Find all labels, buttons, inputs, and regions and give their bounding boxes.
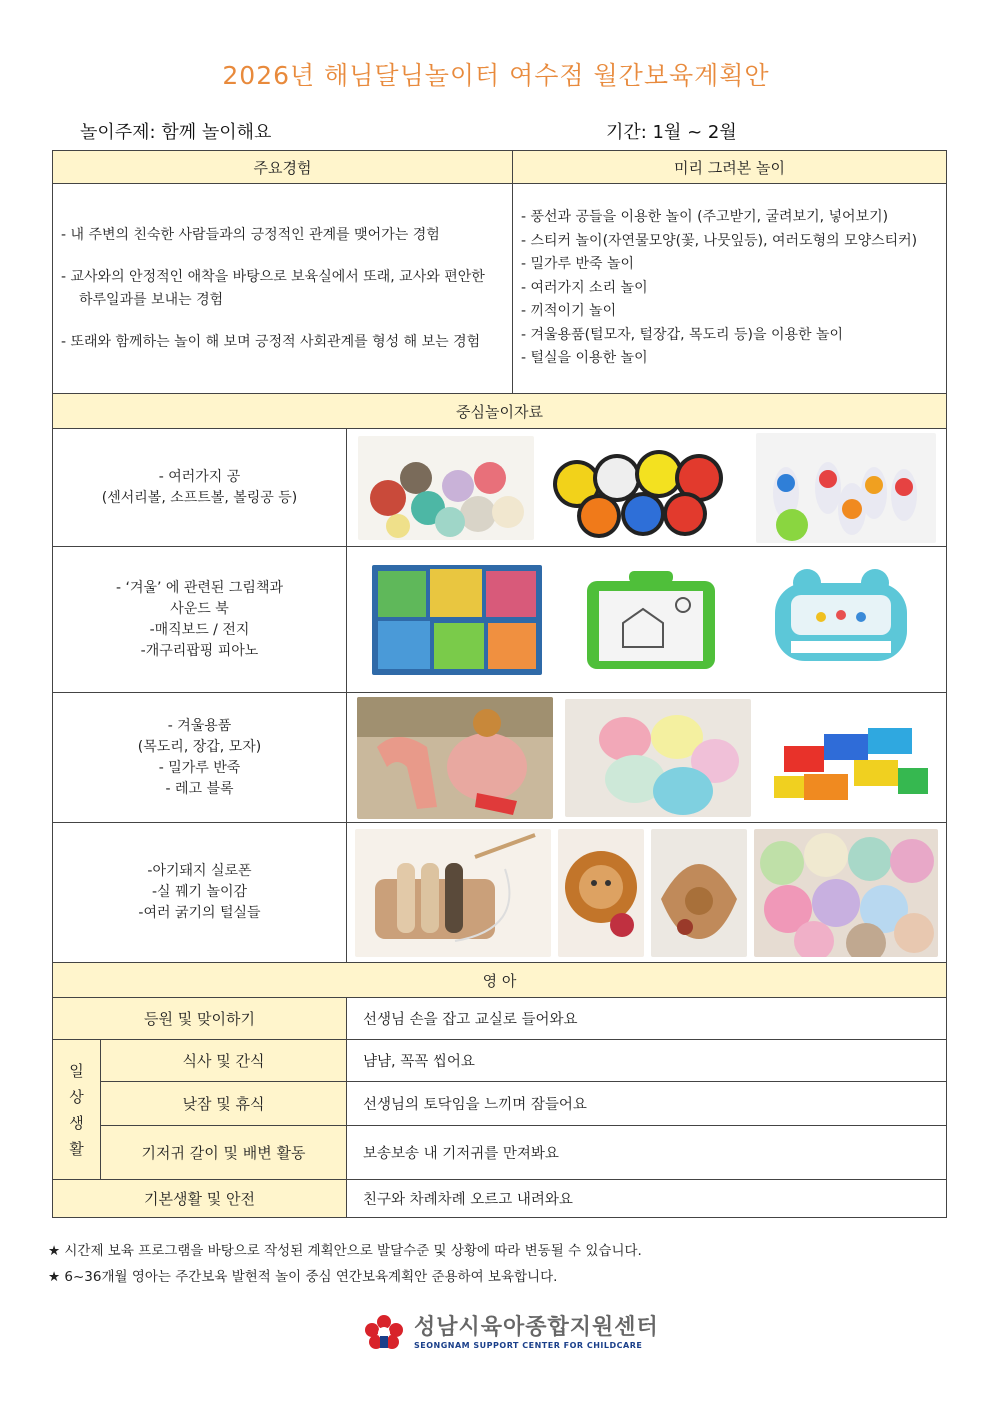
preplay-item: - 겨울용품(털모자, 털장갑, 목도리 등)을 이용한 놀이 (521, 326, 844, 343)
preplay-list (513, 206, 946, 371)
material-line: -아기돼지 실로폰 (147, 863, 252, 879)
magic-board-photo (583, 567, 719, 673)
material-line: - 레고 블록 (165, 780, 234, 797)
material-label (53, 547, 347, 693)
experience-item: - 또래와 함께하는 놀이 해 보며 긍정적 사회관계를 형성 해 보는 경험 (61, 333, 481, 350)
nap-text: 선생님의 토닥임을 느끼며 잠들어요 (347, 1082, 947, 1126)
preplay-item: - 여러가지 소리 놀이 (521, 279, 648, 296)
material-label (53, 823, 347, 963)
daily-life-char: 활 (69, 1139, 84, 1158)
meal-text: 냠냠, 꼭꼭 씹어요 (347, 1040, 947, 1082)
dough-photo (565, 699, 751, 817)
material-line: -매직보드 / 전지 (149, 621, 250, 638)
page-title: 2026년 해님달님놀이터 여수점 월간보육계획안 (222, 61, 770, 90)
experience-header: 주요경험 (53, 151, 513, 184)
preplay-cell (513, 184, 947, 394)
diaper-text: 보송보송 내 기저귀를 만져봐요 (347, 1126, 947, 1180)
preplay-header: 미리 그려본 놀이 (513, 151, 947, 184)
preplay-item: - 털실을 이용한 놀이 (521, 350, 648, 367)
material-line: -실 꿰기 놀이감 (151, 884, 248, 900)
experience-item: - 내 주변의 친숙한 사람들과의 긍정적인 관계를 맺어가는 경험 (61, 226, 440, 243)
turkey-lacing-toy-photo (651, 829, 747, 957)
arrival-label: 등원 및 맞이하기 (53, 998, 347, 1040)
sensory-balls-photo (358, 436, 534, 540)
materials-header: 중심놀이자료 (53, 394, 947, 429)
picture-books-photo (372, 565, 542, 675)
daily-life-char: 일 (69, 1061, 84, 1080)
material-line: - 겨울용품 (167, 717, 232, 734)
flower-logo-icon (360, 1310, 408, 1350)
frog-piano-photo (761, 565, 921, 675)
experience-cell (53, 184, 513, 394)
daily-life-label (53, 1040, 101, 1180)
plan-period: 기간: 1월 ~ 2월 (606, 122, 737, 143)
material-label (53, 429, 347, 547)
experience-list (53, 224, 512, 354)
daily-life-char: 상 (69, 1087, 84, 1106)
soft-balls-photo (547, 436, 743, 540)
winter-items-photo (357, 697, 553, 819)
yarn-balls-photo (754, 829, 938, 957)
logo-name: 성남시육아종합지원센터 (414, 1315, 659, 1340)
safety-text: 친구와 차례차례 오르고 내려와요 (347, 1180, 947, 1218)
safety-label: 기본생활 및 안전 (53, 1180, 347, 1218)
bowling-set-photo (756, 433, 936, 543)
logo-subtitle: SEONGNAM SUPPORT CENTER FOR CHILDCARE (414, 1341, 643, 1350)
preplay-item: - 밀가루 반죽 놀이 (521, 256, 635, 273)
preplay-item: - 끼적이기 놀이 (521, 303, 617, 320)
experience-item: - 교사와의 안정적인 애착을 바탕으로 보육실에서 또래, 교사와 편안한 하루일과를 보내는 경험 (61, 268, 485, 308)
plan-table (52, 150, 947, 1218)
meal-label: 식사 및 간식 (101, 1040, 347, 1082)
material-line: -여러 굵기의 털실들 (138, 905, 261, 921)
material-photos (347, 547, 947, 693)
center-logo (360, 1310, 659, 1350)
preplay-item: - 스티커 놀이(자연물모양(꽃, 나뭇잎등), 여러도형의 모양스티커) (521, 232, 918, 249)
material-line: - 밀가루 반죽 (158, 759, 241, 776)
lion-lacing-toy-photo (558, 829, 644, 957)
diaper-label: 기저귀 갈이 및 배변 활동 (101, 1126, 347, 1180)
daily-life-char: 생 (69, 1113, 84, 1132)
footnote: ★ 6~36개월 영아는 주간보육 발현적 놀이 중심 연간보육계획안 준용하여 보육합니다. (48, 1269, 558, 1285)
material-line: (목도리, 장갑, 모자) (137, 738, 262, 755)
material-line: 사운드 북 (170, 600, 229, 617)
infant-header: 영 아 (53, 963, 947, 998)
material-line: - ‘겨울’ 에 관련된 그림책과 (116, 579, 283, 596)
footnote: ★ 시간제 보육 프로그램을 바탕으로 작성된 계획안으로 발달수준 및 상황에 따라 변동될 수 있습니다. (48, 1243, 642, 1259)
material-line: -개구리팝핑 피아노 (140, 642, 259, 659)
lego-blocks-photo (764, 708, 936, 808)
material-line: (센서리볼, 소프트볼, 볼링공 등) (101, 489, 298, 506)
pig-xylophone-photo (355, 829, 551, 957)
material-photos (347, 429, 947, 547)
nap-label: 낮잠 및 휴식 (101, 1082, 347, 1126)
material-label (53, 693, 347, 823)
material-photos (347, 693, 947, 823)
arrival-text: 선생님 손을 잡고 교실로 들어와요 (347, 998, 947, 1040)
material-line: - 여러가지 공 (158, 468, 241, 485)
play-theme: 놀이주제: 함께 놀이해요 (80, 122, 272, 143)
material-photos (347, 823, 947, 963)
preplay-item: - 풍선과 공들을 이용한 놀이 (주고받기, 굴려보기, 넣어보기) (521, 209, 889, 226)
